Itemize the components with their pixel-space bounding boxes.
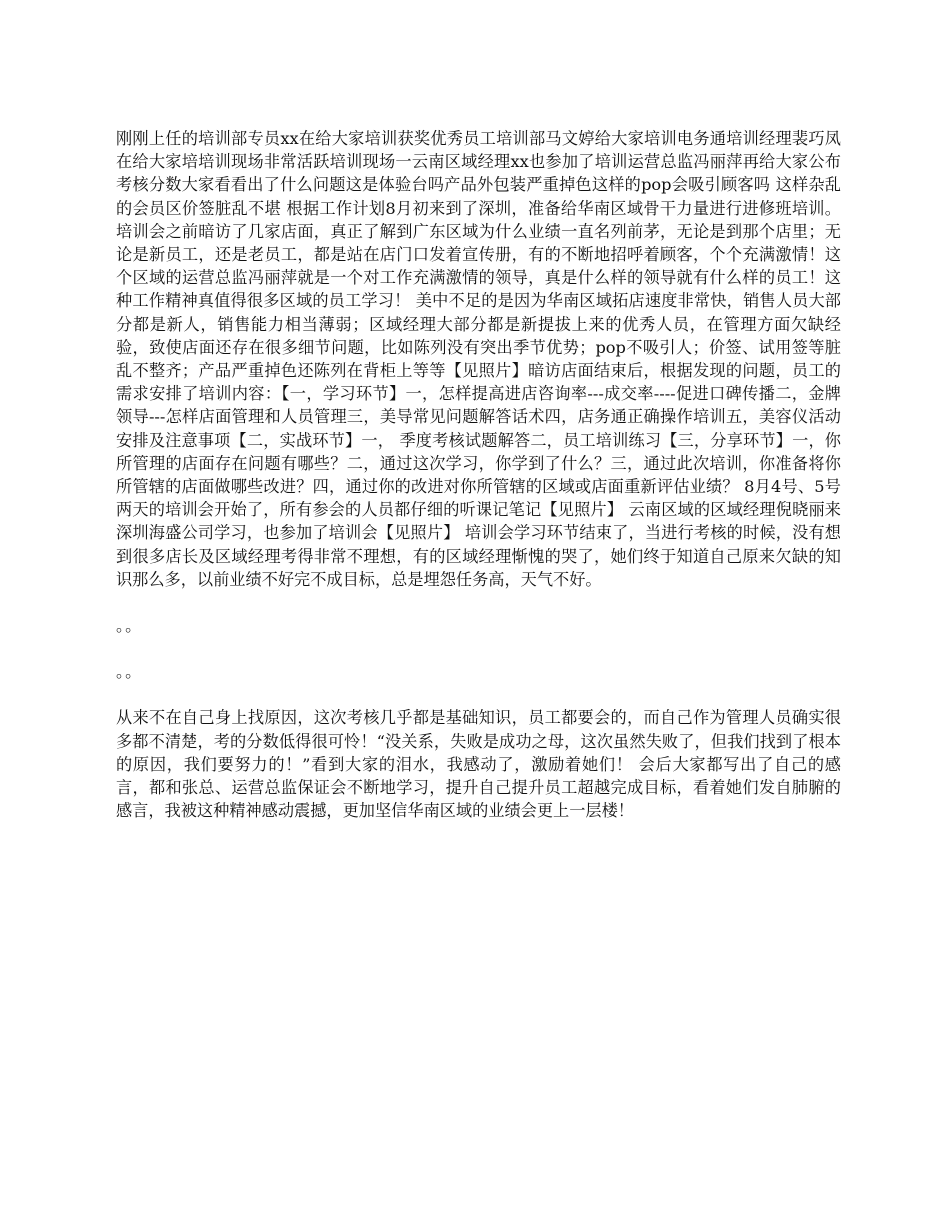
paragraph-reflection: 从来不在自己身上找原因，这次考核几乎都是基础知识，员工都要会的，而自己作为管理人员确实很多都不清楚，考的分数低得很可怜！“没关系，失败是成功之母，这次虽然失败了，但我们找到了根本的原因，我们要努力的！”看到大家的泪水，我感动了，激励着她们！ 会后大家都写出了自己的感言，都和张总、运营总监保证会不断地学习，提升自己提升员工超越完成目标，看着她们发自肺腑的感言，我被这种精神感动震撼，更加坚信华南区域的业绩会更上一层楼！ [116,708,841,821]
document-body [116,127,841,822]
paragraph-ellipsis-1: 。。 [116,616,143,636]
paragraph-training-report: 刚刚上任的培训部专员xx在给大家培训获奖优秀员工培训部马文婷给大家培训电务通培训经理裴巧凤在给大家培培训现场非常活跃培训现场一云南区域经理xx也参加了培训运营总监冯丽萍再给大家公布考核分数大家看看出了什么问题这是体验台吗产品外包装严重掉色这样的pop会吸引顾客吗 这样杂乱的会员区价签脏乱不堪 根据工作计划8月初来到了深圳，准备给华南区域骨干力量进行进修班培训。 培训会之前暗访了几家店面，真正了解到广东区域为什么业绩一直名列前茅，无论是到那个店里；无论是新员工，还是老员工，都是站在店门口发着宣传册，有的不断地招呼着顾客，个个充满激情！这个区域的运营总监冯丽萍就是一个对工作充满激情的领导，真是什么样的领导就有什么样的员工！这种工作精神真值得很多区域的员工学习！ 美中不足的是因为华南区域拓店速度非常快，销售人员大部分都是新人，销售能力相当薄弱；区域经理大部分都是新提拔上来的优秀人员，在管理方面欠缺经验，致使店面还存在很多细节问题，比如陈列没有突出季节优势；pop不吸引人；价签、试用签等脏乱不整齐；产品严重掉色还陈列在背柜上等等【见照片】暗访店面结束后，根据发现的问题，员工的需求安排了培训内容：【一，学习环节】一，怎样提高进店咨询率---成交率----促进口碑传播二，金牌领导---怎样店面管理和人员管理三，美导常见问题解答话术四，店务通正确操作培训五，美容仪活动安排及注意事项【二，实战环节】一， 季度考核试题解答二，员工培训练习【三，分享环节】一，你所管理的店面存在问题有哪些？二，通过这次学习，你学到了什么？三，通过此次培训，你准备将你所管辖的店面做哪些改进？四，通过你的改进对你所管辖的区域或店面重新评估业绩？ 8月4号、5号两天的培训会开始了，所有参会的人员都仔细的听课记笔记【见照片】 云南区域的区域经理倪晓丽来深圳海盛公司学习，也参加了培训会【见照片】 培训会学习环节结束了，当进行考核的时候，没有想到很多店长及区域经理考得非常不理想，有的区域经理惭愧的哭了，她们终于知道自己原来欠缺的知识那么多，以前业绩不好完不成目标，总是埋怨任务高，天气不好。 [116,129,841,589]
paragraph-ellipsis-2: 。。 [116,662,143,682]
